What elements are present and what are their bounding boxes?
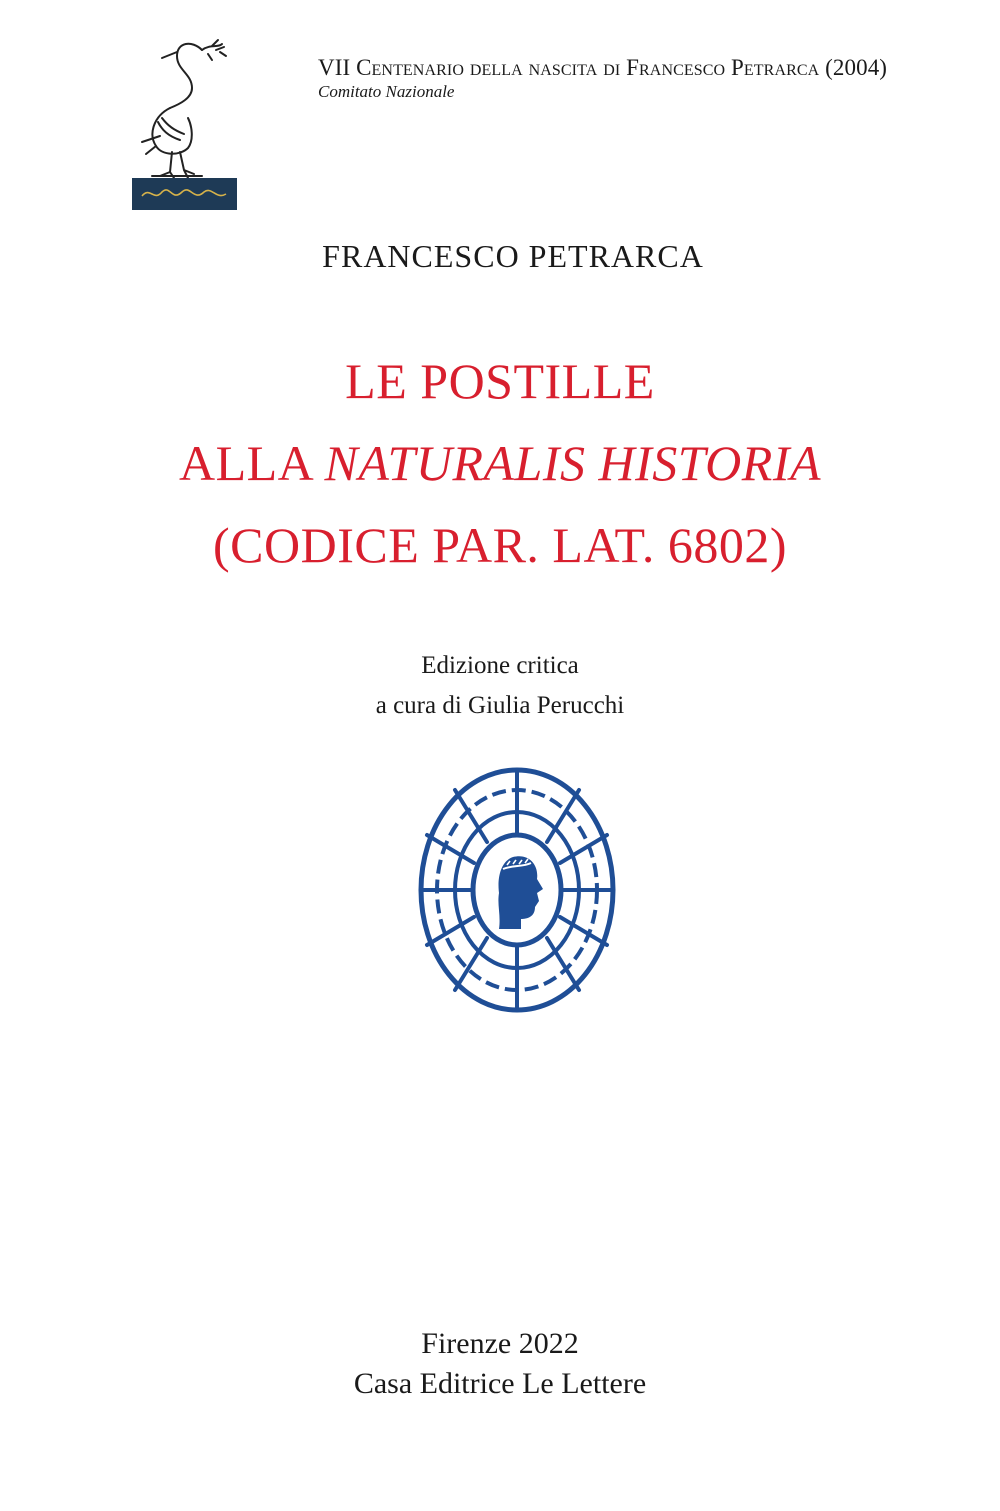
rose-window-laureate-profile-icon — [417, 765, 617, 1015]
series-title-main: Centenario della nascita di Francesco Petrarca — [356, 55, 820, 80]
title-line-2-italic: NATURALIS HISTORIA — [324, 435, 822, 491]
title-line-2-plain: ALLA — [178, 435, 325, 491]
series-subtitle: Comitato Nazionale — [318, 82, 455, 101]
series-header — [318, 54, 978, 102]
heron-logo — [132, 30, 237, 210]
author-name: FRANCESCO PETRARCA — [322, 238, 704, 274]
series-title — [318, 54, 978, 82]
series-title-suffix: (2004) — [819, 55, 888, 80]
imprint — [0, 1324, 1000, 1404]
edition-type: Edizione critica — [421, 652, 579, 679]
heron-with-laurel-icon — [132, 30, 237, 210]
title-line-3: (CODICE PAR. LAT. 6802) — [212, 517, 788, 573]
editor-credit: a cura di Giulia Perucchi — [375, 692, 625, 719]
book-title — [0, 340, 1000, 586]
title-line-1: LE POSTILLE — [345, 353, 655, 409]
edition-info — [0, 646, 1000, 726]
place-year: Firenze 2022 — [421, 1327, 579, 1360]
publisher-name: Casa Editrice Le Lettere — [353, 1367, 647, 1400]
series-title-prefix: VII — [318, 55, 357, 80]
rose-window-emblem — [417, 765, 617, 1015]
title-line-2 — [0, 422, 1000, 504]
